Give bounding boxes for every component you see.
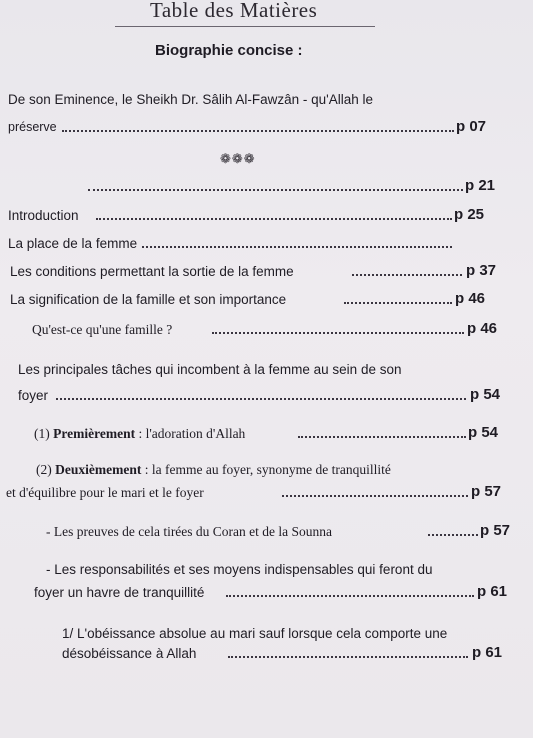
ornament-divider: ❁❁❁ [220, 151, 256, 166]
toc-page-number: p 54 [470, 386, 501, 403]
dot-leader [228, 655, 468, 658]
toc-page-number: p 54 [468, 424, 499, 441]
toc-entry-line [0, 179, 533, 199]
toc-entry-text: - Les preuves de cela tirées du Coran et de la Sounna [46, 524, 333, 539]
dot-leader [56, 397, 466, 400]
toc-page-number: p 07 [456, 118, 487, 135]
toc-page-number: p 25 [454, 206, 485, 223]
toc-entry-line [0, 562, 533, 582]
toc-entry-text: 1/ L'obéissance absolue au mari sauf lorsque cela comporte une [62, 626, 448, 641]
toc-entry-text: Les conditions permettant la sortie de la femme [10, 264, 294, 279]
toc-entry-line [0, 208, 533, 228]
dot-leader [344, 301, 452, 304]
toc-entry-line [0, 388, 533, 408]
dot-leader [282, 494, 468, 497]
toc-entry-line [0, 426, 533, 446]
toc-page-number: p 61 [472, 644, 503, 661]
dot-leader [212, 331, 464, 334]
dot-leader [142, 245, 452, 248]
dot-leader [428, 533, 478, 536]
toc-entry-text: Les principales tâches qui incombent à la femme au sein de son [18, 362, 402, 377]
dot-leader [298, 435, 466, 438]
toc-page-number: p 37 [466, 262, 497, 279]
toc-entry-text: Qu'est-ce qu'une famille ? [32, 322, 173, 337]
header-divider [115, 26, 375, 27]
toc-entry-text: La place de la femme [8, 236, 138, 251]
toc-entry-text: - Les responsabilités et ses moyens indispensables qui feront du [46, 562, 433, 577]
toc-entry-text: La signification de la famille et son importance [10, 292, 287, 307]
toc-entry-line [0, 120, 533, 140]
toc-entry-line [0, 646, 533, 666]
toc-page-number: p 46 [467, 320, 498, 337]
toc-entry-line [0, 264, 533, 284]
toc-entry-text: préserve [8, 120, 57, 134]
toc-entry-line [0, 626, 533, 646]
toc-entry-text: (1) Premièrement : l'adoration d'Allah [34, 426, 246, 441]
toc-entry-text: et d'équilibre pour le mari et le foyer [6, 485, 204, 500]
page-header-title: Table des Matières [150, 0, 318, 22]
dot-leader [88, 188, 463, 191]
toc-entry-text: foyer [18, 388, 49, 403]
toc-entry-line [0, 92, 533, 112]
toc-page-number: p 61 [477, 583, 508, 600]
toc-entry-line [0, 585, 533, 605]
dot-leader [352, 273, 462, 276]
toc-entry-line [0, 362, 533, 382]
toc-page-number: p 46 [455, 290, 486, 307]
toc-entry-text: foyer un havre de tranquillité [34, 585, 205, 600]
toc-entry-text: (2) Deuxièmement : la femme au foyer, synonyme de tranquillité [36, 462, 391, 477]
toc-entry-text: désobéissance à Allah [62, 646, 197, 661]
toc-entry-line [0, 524, 533, 544]
toc-entry-line [0, 292, 533, 312]
toc-page-number: p 21 [465, 177, 496, 194]
section-heading: Biographie concise : [155, 42, 303, 59]
toc-entry-line [0, 485, 533, 505]
toc-page-number: p 57 [471, 483, 502, 500]
toc-entry-line [0, 322, 533, 342]
toc-entry-text: Introduction [8, 208, 79, 223]
dot-leader [62, 129, 454, 132]
toc-entry-line [0, 236, 533, 256]
toc-page-number: p 57 [480, 522, 511, 539]
toc-entry-text: De son Eminence, le Sheikh Dr. Sâlih Al-Fawzân - qu'Allah le [8, 92, 374, 107]
toc-entry-line [0, 462, 533, 482]
dot-leader [226, 594, 474, 597]
dot-leader [96, 217, 452, 220]
